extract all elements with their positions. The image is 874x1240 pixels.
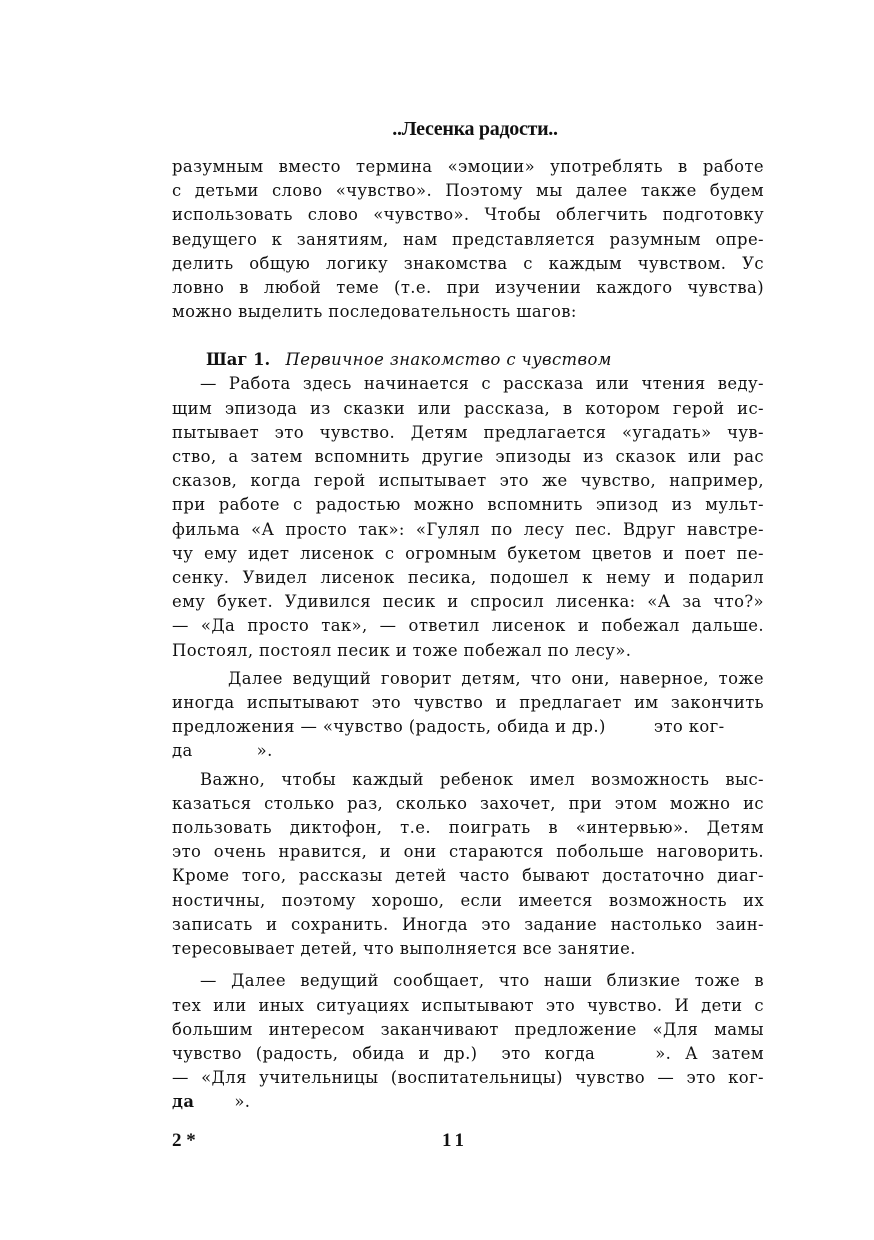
text-line: ведущего к занятиям, нам представляется разумным опре-	[172, 229, 764, 249]
text-line: пытывает это чувство. Детям предлагается «угадать» чув-	[172, 422, 764, 442]
text-line: иногда испытывают это чувство и предлагает им закончить	[172, 693, 764, 713]
text-line: казаться столько раз, сколько захочет, при этом можно ис	[172, 793, 764, 813]
text-line: Кроме того, рассказы детей часто бывают достаточно диаг-	[172, 866, 764, 886]
text-line: записать и сохранить. Иногда это задание настолько заин-	[172, 914, 764, 934]
text-line: это очень нравится, и они стараются побольше наговорить.	[172, 842, 764, 862]
text-fragment: это ког-	[653, 717, 725, 737]
text-line: ство, а затем вспомнить другие эпизоды из сказок или рас	[172, 447, 764, 467]
text-line: щим эпизода из сказки или рассказа, в котором герой ис-	[172, 398, 764, 418]
text-line	[172, 1090, 764, 1114]
text-line	[172, 715, 764, 739]
text-fragment: чувство (радость, обида и др.)	[172, 1043, 478, 1063]
page-body	[172, 118, 764, 1115]
step-heading	[172, 348, 764, 372]
text-line: — Работа здесь начинается с рассказа или чтения веду-	[200, 374, 764, 394]
step-label: Шаг 1.	[206, 350, 271, 370]
text-line: с детьми слово «чувство». Поэтому мы далее также будем	[172, 181, 764, 201]
text-line: ловно в любой теме (т.е. при изучении каждого чувства)	[172, 278, 764, 298]
text-line: большим интересом заканчивают предложение «Для мамы	[172, 1019, 764, 1039]
text-line: делить общую логику знакомства с каждым чувством. Ус	[172, 253, 764, 273]
text-line: ностичны, поэтому хорошо, если имеется возможность их	[172, 890, 764, 910]
running-title: ..Лесенка радости..	[392, 118, 558, 140]
text-line: Далее ведущий говорит детям, что они, наверное, тоже	[228, 668, 764, 688]
text-line: тех или иных ситуациях испытывают это чувство. И дети с	[172, 995, 764, 1015]
text-line: сказов, когда герой испытывает это же чувство, например,	[172, 471, 764, 491]
step-paragraph-3	[172, 768, 764, 962]
text-line: Постоял, постоял песик и тоже побежал по лесу».	[172, 640, 632, 660]
text-fragment: да	[172, 741, 193, 761]
text-line: сенку. Увидел лисенок песика, подошел к нему и подарил	[172, 568, 764, 588]
text-line: — «Для учительницы (воспитательницы) чувство — это ког-	[172, 1068, 764, 1088]
text-fragment: да	[172, 1092, 195, 1112]
step-title: Первичное знакомство с чувством	[285, 350, 612, 370]
text-fragment: это когда	[501, 1043, 596, 1063]
text-line: при работе с радостью можно вспомнить эпизод из мульт-	[172, 495, 764, 515]
step-paragraph-2	[172, 667, 764, 764]
text-line: тересовывает детей, что выполняется все занятие.	[172, 939, 636, 959]
text-line	[172, 1042, 764, 1066]
text-line: фильма «А просто так»: «Гулял по лесу пес. Вдруг навстре-	[172, 519, 764, 539]
text-line: разумным вместо термина «эмоции» употреблять в работе	[172, 157, 764, 176]
step-paragraph-4	[172, 969, 764, 1114]
text-line: использовать слово «чувство». Чтобы облегчить подготовку	[172, 205, 764, 225]
text-line: пользовать диктофон, т.е. поиграть в «интервью». Детям	[172, 818, 764, 838]
step-paragraph-1	[172, 372, 764, 662]
text-fragment: ».	[234, 1092, 251, 1112]
signature-mark: 2 *	[172, 1130, 196, 1151]
text-line	[172, 739, 764, 763]
text-line: Важно, чтобы каждый ребенок имел возможность выс-	[200, 769, 764, 789]
intro-paragraph	[172, 155, 764, 324]
text-fragment: предложения — «чувство (радость, обида и др.)	[172, 717, 606, 737]
text-fragment: ». А затем	[655, 1043, 764, 1063]
text-line: — «Да просто так», — ответил лисенок и побежал дальше.	[172, 616, 764, 636]
text-line: чу ему идет лисенок с огромным букетом цветов и поет пе-	[172, 543, 764, 563]
text-line: можно выделить последовательность шагов:	[172, 302, 577, 322]
text-line: — Далее ведущий сообщает, что наши близкие тоже в	[200, 971, 764, 991]
page-number: 11	[442, 1130, 468, 1151]
text-fragment: ».	[256, 741, 273, 761]
text-line: ему букет. Удивился песик и спросил лисенка: «А за что?»	[172, 592, 764, 612]
